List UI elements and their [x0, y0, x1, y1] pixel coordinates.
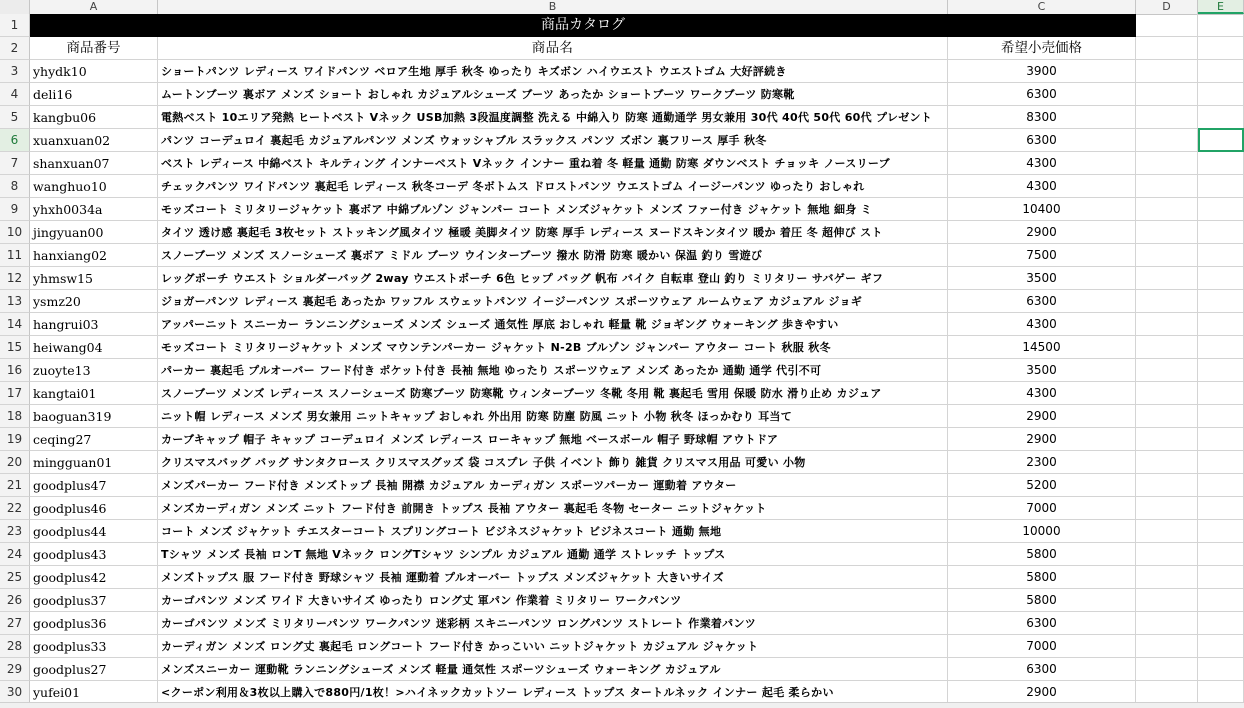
- select-all-corner[interactable]: [0, 0, 30, 14]
- empty-cell-d[interactable]: [1136, 451, 1198, 474]
- product-name-cell[interactable]: メンズスニーカー 運動靴 ランニングシューズ メンズ 軽量 通気性 スポーツシューズ ウォーキング カジュアル: [158, 658, 948, 681]
- empty-cell-d[interactable]: [1136, 681, 1198, 704]
- table-row: [0, 658, 1244, 681]
- product-name-cell[interactable]: パーカー 裏起毛 プルオーバー フード付き ポケット付き 長袖 無地 ゆったり スポーツウェア メンズ あったか 通勤 通学 代引不可: [158, 359, 948, 382]
- product-number-cell[interactable]: mingguan01: [30, 451, 158, 474]
- price-cell[interactable]: 2300: [948, 451, 1136, 474]
- product-number-cell[interactable]: baoguan319: [30, 405, 158, 428]
- empty-cell-d[interactable]: [1136, 267, 1198, 290]
- price-cell[interactable]: 8300: [948, 106, 1136, 129]
- empty-cell-d[interactable]: [1136, 382, 1198, 405]
- product-number-cell[interactable]: heiwang04: [30, 336, 158, 359]
- empty-cell-e[interactable]: [1198, 497, 1244, 520]
- column-header-c[interactable]: C: [948, 0, 1136, 14]
- product-number-cell[interactable]: kangtai01: [30, 382, 158, 405]
- empty-cell-d[interactable]: [1136, 290, 1198, 313]
- row-header[interactable]: 3: [0, 60, 30, 83]
- product-name-cell[interactable]: スノーブーツ メンズ レディース スノーシューズ 防寒ブーツ 防寒靴 ウィンターブーツ 冬靴 冬用 靴 裏起毛 雪用 保暖 防水 滑り止め カジュア: [158, 382, 948, 405]
- cell-d1[interactable]: [1136, 14, 1198, 37]
- row-header[interactable]: 23: [0, 520, 30, 543]
- column-header-d[interactable]: D: [1136, 0, 1198, 14]
- catalog-title-cell[interactable]: 商品カタログ: [30, 14, 1136, 37]
- empty-cell-e[interactable]: [1198, 520, 1244, 543]
- product-number-cell[interactable]: hangrui03: [30, 313, 158, 336]
- price-cell[interactable]: 4300: [948, 175, 1136, 198]
- empty-cell-e[interactable]: [1198, 267, 1244, 290]
- table-row: [0, 267, 1244, 290]
- row-header[interactable]: 25: [0, 566, 30, 589]
- price-cell[interactable]: 6300: [948, 290, 1136, 313]
- table-row: [0, 83, 1244, 106]
- empty-cell-d[interactable]: [1136, 405, 1198, 428]
- empty-cell-d[interactable]: [1136, 152, 1198, 175]
- price-cell[interactable]: 4300: [948, 152, 1136, 175]
- row-header[interactable]: 12: [0, 267, 30, 290]
- table-row: [0, 451, 1244, 474]
- table-row: [0, 359, 1244, 382]
- row-header[interactable]: 11: [0, 244, 30, 267]
- column-header-a[interactable]: A: [30, 0, 158, 14]
- empty-cell-d[interactable]: [1136, 198, 1198, 221]
- table-row: [0, 106, 1244, 129]
- product-number-cell[interactable]: xuanxuan02: [30, 129, 158, 152]
- table-row: [0, 589, 1244, 612]
- empty-cell-e[interactable]: [1198, 60, 1244, 83]
- price-cell[interactable]: 5800: [948, 589, 1136, 612]
- product-number-cell[interactable]: wanghuo10: [30, 175, 158, 198]
- product-number-cell[interactable]: yufei01: [30, 681, 158, 704]
- product-name-cell[interactable]: ジョガーパンツ レディース 裏起毛 あったか ワッフル スウェットパンツ イージーパンツ スポーツウェア ルームウェア カジュアル ジョギ: [158, 290, 948, 313]
- product-number-cell[interactable]: shanxuan07: [30, 152, 158, 175]
- product-name-cell[interactable]: モッズコート ミリタリージャケット 裏ボア 中綿ブルゾン ジャンパー コート メンズジャケット メンズ ファー付き ジャケット 無地 細身 ミ: [158, 198, 948, 221]
- price-cell[interactable]: 10400: [948, 198, 1136, 221]
- horizontal-scrollbar[interactable]: [0, 702, 1244, 708]
- row-header[interactable]: 30: [0, 681, 30, 704]
- empty-cell-d[interactable]: [1136, 589, 1198, 612]
- column-header-b[interactable]: B: [158, 0, 948, 14]
- empty-cell-d[interactable]: [1136, 336, 1198, 359]
- table-row: [0, 129, 1244, 152]
- table-row: [0, 428, 1244, 451]
- product-number-cell[interactable]: goodplus47: [30, 474, 158, 497]
- product-name-cell[interactable]: カーゴパンツ メンズ ミリタリーパンツ ワークパンツ 迷彩柄 スキニーパンツ ロングパンツ ストレート 作業着パンツ: [158, 612, 948, 635]
- table-row: [0, 612, 1244, 635]
- product-name-cell[interactable]: コート メンズ ジャケット チエスターコート スプリングコート ビジネスジャケット ビジネスコート 通勤 無地: [158, 520, 948, 543]
- table-row: [0, 382, 1244, 405]
- table-row: [0, 635, 1244, 658]
- empty-cell-d[interactable]: [1136, 497, 1198, 520]
- cell-e2[interactable]: [1198, 37, 1244, 60]
- price-cell[interactable]: 2900: [948, 405, 1136, 428]
- price-cell[interactable]: 5800: [948, 566, 1136, 589]
- product-number-cell[interactable]: jingyuan00: [30, 221, 158, 244]
- empty-cell-e[interactable]: [1198, 382, 1244, 405]
- price-cell[interactable]: 14500: [948, 336, 1136, 359]
- empty-cell-e[interactable]: [1198, 221, 1244, 244]
- empty-cell-e[interactable]: [1198, 474, 1244, 497]
- product-name-cell[interactable]: カーブキャップ 帽子 キャップ コーデュロイ メンズ レディース ローキャップ 無地 ベースボール 帽子 野球帽 アウトドア: [158, 428, 948, 451]
- empty-cell-e[interactable]: [1198, 635, 1244, 658]
- price-cell[interactable]: 7500: [948, 244, 1136, 267]
- empty-cell-e[interactable]: [1198, 658, 1244, 681]
- row-header[interactable]: 22: [0, 497, 30, 520]
- product-number-cell[interactable]: zuoyte13: [30, 359, 158, 382]
- table-row: [0, 543, 1244, 566]
- price-cell[interactable]: 2900: [948, 681, 1136, 704]
- table-row: [0, 221, 1244, 244]
- product-number-cell[interactable]: goodplus46: [30, 497, 158, 520]
- product-name-cell[interactable]: モッズコート ミリタリージャケット メンズ マウンテンパーカー ジャケット N-2B ブルゾン ジャンパー アウター コート 秋服 秋冬: [158, 336, 948, 359]
- product-number-cell[interactable]: goodplus43: [30, 543, 158, 566]
- product-name-cell[interactable]: パンツ コーデュロイ 裏起毛 カジュアルパンツ メンズ ウォッシャブル スラックス パンツ ズボン 裏フリース 厚手 秋冬: [158, 129, 948, 152]
- empty-cell-d[interactable]: [1136, 221, 1198, 244]
- row-header[interactable]: 28: [0, 635, 30, 658]
- product-name-cell[interactable]: スノーブーツ メンズ スノーシューズ 裏ボア ミドル ブーツ ウインターブーツ 撥水 防滑 防寒 暖かい 保温 釣り 雪遊び: [158, 244, 948, 267]
- product-name-cell[interactable]: <クーポン利用＆3枚以上購入で880円/1枚！>ハイネックカットソー レディース トップス タートルネック インナー 起毛 柔らかい: [158, 681, 948, 704]
- price-cell[interactable]: 2900: [948, 221, 1136, 244]
- empty-cell-d[interactable]: [1136, 83, 1198, 106]
- table-row: [0, 313, 1244, 336]
- table-row: [0, 175, 1244, 198]
- row-header[interactable]: 14: [0, 313, 30, 336]
- empty-cell-d[interactable]: [1136, 635, 1198, 658]
- row-header[interactable]: 20: [0, 451, 30, 474]
- product-number-cell[interactable]: hanxiang02: [30, 244, 158, 267]
- price-cell[interactable]: 5200: [948, 474, 1136, 497]
- price-cell[interactable]: 6300: [948, 83, 1136, 106]
- row-header[interactable]: 1: [0, 14, 30, 37]
- row-header[interactable]: 13: [0, 290, 30, 313]
- table-row: [0, 566, 1244, 589]
- product-number-cell[interactable]: yhxh0034a: [30, 198, 158, 221]
- row-header[interactable]: 24: [0, 543, 30, 566]
- row-header[interactable]: 7: [0, 152, 30, 175]
- empty-cell-e[interactable]: [1198, 244, 1244, 267]
- empty-cell-e[interactable]: [1198, 428, 1244, 451]
- empty-cell-e[interactable]: [1198, 175, 1244, 198]
- product-name-cell[interactable]: ニット帽 レディース メンズ 男女兼用 ニットキャップ おしゃれ 外出用 防寒 防塵 防風 ニット 小物 秋冬 ほっかむり 耳当て: [158, 405, 948, 428]
- product-name-cell[interactable]: メンズカーディガン メンズ ニット フード付き 前開き トップス 長袖 アウター 裏起毛 冬物 セーター ニットジャケット: [158, 497, 948, 520]
- empty-cell-d[interactable]: [1136, 428, 1198, 451]
- row-header[interactable]: 19: [0, 428, 30, 451]
- price-cell[interactable]: 6300: [948, 612, 1136, 635]
- product-number-cell[interactable]: ysmz20: [30, 290, 158, 313]
- product-name-cell[interactable]: クリスマスバッグ バッグ サンタクロース クリスマスグッズ 袋 コスプレ 子供 イベント 飾り 雑貨 クリスマス用品 可愛い 小物: [158, 451, 948, 474]
- table-row: [0, 244, 1244, 267]
- column-header-e[interactable]: E: [1198, 0, 1244, 14]
- active-cell-cursor[interactable]: [1198, 128, 1244, 152]
- row-header[interactable]: 18: [0, 405, 30, 428]
- empty-cell-d[interactable]: [1136, 175, 1198, 198]
- empty-cell-e[interactable]: [1198, 543, 1244, 566]
- price-cell[interactable]: 3500: [948, 359, 1136, 382]
- empty-cell-e[interactable]: [1198, 198, 1244, 221]
- product-number-cell[interactable]: ceqing27: [30, 428, 158, 451]
- empty-cell-d[interactable]: [1136, 566, 1198, 589]
- price-cell[interactable]: 7000: [948, 635, 1136, 658]
- row-header[interactable]: 10: [0, 221, 30, 244]
- product-name-cell[interactable]: ムートンブーツ 裏ボア メンズ ショート おしゃれ カジュアルシューズ ブーツ あったか ショートブーツ ワークブーツ 防寒靴: [158, 83, 948, 106]
- product-name-cell[interactable]: タイツ 透け感 裏起毛 3枚セット ストッキング風タイツ 極暖 美脚タイツ 防寒 厚手 レディース ヌードスキンタイツ 暖か 着圧 冬 超伸び スト: [158, 221, 948, 244]
- price-cell[interactable]: 2900: [948, 428, 1136, 451]
- row-header[interactable]: 2: [0, 37, 30, 60]
- empty-cell-d[interactable]: [1136, 129, 1198, 152]
- sheet-row-2: [0, 37, 1244, 60]
- row-header[interactable]: 4: [0, 83, 30, 106]
- table-row: [0, 198, 1244, 221]
- empty-cell-e[interactable]: [1198, 83, 1244, 106]
- price-cell[interactable]: 3900: [948, 60, 1136, 83]
- product-name-cell[interactable]: メンズトップス 服 フード付き 野球シャツ 長袖 運動着 プルオーバー トップス メンズジャケット 大きいサイズ: [158, 566, 948, 589]
- product-name-cell[interactable]: ベスト レディース 中綿ベスト キルティング インナーベスト Vネック インナー 重ね着 冬 軽量 通勤 防寒 ダウンベスト チョッキ ノースリーブ: [158, 152, 948, 175]
- empty-cell-d[interactable]: [1136, 359, 1198, 382]
- table-row: [0, 497, 1244, 520]
- price-cell[interactable]: 4300: [948, 313, 1136, 336]
- empty-cell-e[interactable]: [1198, 290, 1244, 313]
- empty-cell-d[interactable]: [1136, 612, 1198, 635]
- row-header[interactable]: 17: [0, 382, 30, 405]
- empty-cell-e[interactable]: [1198, 566, 1244, 589]
- row-header[interactable]: 16: [0, 359, 30, 382]
- table-row: [0, 60, 1244, 83]
- empty-cell-e[interactable]: [1198, 359, 1244, 382]
- price-cell[interactable]: 7000: [948, 497, 1136, 520]
- cell-e1[interactable]: [1198, 14, 1244, 37]
- table-row: [0, 520, 1244, 543]
- empty-cell-e[interactable]: [1198, 106, 1244, 129]
- price-cell[interactable]: 6300: [948, 658, 1136, 681]
- product-number-cell[interactable]: goodplus33: [30, 635, 158, 658]
- price-cell[interactable]: 5800: [948, 543, 1136, 566]
- empty-cell-e[interactable]: [1198, 451, 1244, 474]
- row-header[interactable]: 15: [0, 336, 30, 359]
- table-row: [0, 681, 1244, 704]
- sheet-row-1: [0, 14, 1244, 37]
- product-number-cell[interactable]: goodplus37: [30, 589, 158, 612]
- product-number-cell[interactable]: kangbu06: [30, 106, 158, 129]
- product-name-cell[interactable]: メンズパーカー フード付き メンズトップ 長袖 開襟 カジュアル カーディガン スポーツパーカー 運動着 アウター: [158, 474, 948, 497]
- column-header-bar: [0, 0, 1244, 15]
- empty-cell-d[interactable]: [1136, 658, 1198, 681]
- empty-cell-d[interactable]: [1136, 60, 1198, 83]
- empty-cell-d[interactable]: [1136, 520, 1198, 543]
- row-header[interactable]: 5: [0, 106, 30, 129]
- product-name-cell[interactable]: アッパーニット スニーカー ランニングシューズ メンズ シューズ 通気性 厚底 おしゃれ 軽量 靴 ジョギング ウォーキング 歩きやすい: [158, 313, 948, 336]
- price-cell[interactable]: 6300: [948, 129, 1136, 152]
- row-header[interactable]: 26: [0, 589, 30, 612]
- row-header[interactable]: 6: [0, 129, 30, 152]
- cell-d2[interactable]: [1136, 37, 1198, 60]
- product-number-cell[interactable]: goodplus42: [30, 566, 158, 589]
- table-row: [0, 336, 1244, 359]
- product-name-cell[interactable]: ショートパンツ レディース ワイドパンツ ベロア生地 厚手 秋冬 ゆったり キズボン ハイウエスト ウエストゴム 大好評続き: [158, 60, 948, 83]
- product-number-cell[interactable]: goodplus36: [30, 612, 158, 635]
- empty-cell-d[interactable]: [1136, 244, 1198, 267]
- product-name-cell[interactable]: カーディガン メンズ ロング丈 裏起毛 ロングコート フード付き かっこいい ニットジャケット カジュアル ジャケット: [158, 635, 948, 658]
- empty-cell-d[interactable]: [1136, 106, 1198, 129]
- empty-cell-d[interactable]: [1136, 474, 1198, 497]
- table-row: [0, 474, 1244, 497]
- product-name-cell[interactable]: カーゴパンツ メンズ ワイド 大きいサイズ ゆったり ロング丈 軍パン 作業着 ミリタリー ワークパンツ: [158, 589, 948, 612]
- table-row: [0, 152, 1244, 175]
- row-header[interactable]: 27: [0, 612, 30, 635]
- price-cell[interactable]: 3500: [948, 267, 1136, 290]
- product-name-cell[interactable]: Tシャツ メンズ 長袖 ロンT 無地 Vネック ロングTシャツ シンプル カジュアル 通勤 通学 ストレッチ トップス: [158, 543, 948, 566]
- empty-cell-e[interactable]: [1198, 681, 1244, 704]
- table-row: [0, 405, 1244, 428]
- row-header[interactable]: 21: [0, 474, 30, 497]
- row-header[interactable]: 29: [0, 658, 30, 681]
- product-number-cell[interactable]: yhydk10: [30, 60, 158, 83]
- price-cell[interactable]: 4300: [948, 382, 1136, 405]
- empty-cell-e[interactable]: [1198, 313, 1244, 336]
- empty-cell-d[interactable]: [1136, 543, 1198, 566]
- product-number-cell[interactable]: deli16: [30, 83, 158, 106]
- header-product-name[interactable]: 商品名: [158, 37, 948, 60]
- empty-cell-d[interactable]: [1136, 313, 1198, 336]
- product-number-cell[interactable]: yhmsw15: [30, 267, 158, 290]
- empty-cell-e[interactable]: [1198, 405, 1244, 428]
- header-retail-price[interactable]: 希望小売価格: [948, 37, 1136, 60]
- header-product-number[interactable]: 商品番号: [30, 37, 158, 60]
- price-cell[interactable]: 10000: [948, 520, 1136, 543]
- product-number-cell[interactable]: goodplus27: [30, 658, 158, 681]
- product-name-cell[interactable]: チェックパンツ ワイドパンツ 裏起毛 レディース 秋冬コーデ 冬ボトムス ドロストパンツ ウエストゴム イージーパンツ ゆったり おしゃれ: [158, 175, 948, 198]
- empty-cell-e[interactable]: [1198, 612, 1244, 635]
- product-name-cell[interactable]: 電熱ベスト 10エリア発熱 ヒートベスト Vネック USB加熱 3段温度調整 洗える 中綿入り 防寒 通勤通学 男女兼用 30代 40代 50代 60代 プレゼント: [158, 106, 948, 129]
- product-number-cell[interactable]: goodplus44: [30, 520, 158, 543]
- empty-cell-e[interactable]: [1198, 336, 1244, 359]
- table-row: [0, 290, 1244, 313]
- product-name-cell[interactable]: レッグポーチ ウエスト ショルダーバッグ 2way ウエストポーチ 6色 ヒップ バッグ 帆布 バイク 自転車 登山 釣り ミリタリー サバゲー ギフ: [158, 267, 948, 290]
- empty-cell-e[interactable]: [1198, 589, 1244, 612]
- empty-cell-e[interactable]: [1198, 152, 1244, 175]
- row-header[interactable]: 9: [0, 198, 30, 221]
- row-header[interactable]: 8: [0, 175, 30, 198]
